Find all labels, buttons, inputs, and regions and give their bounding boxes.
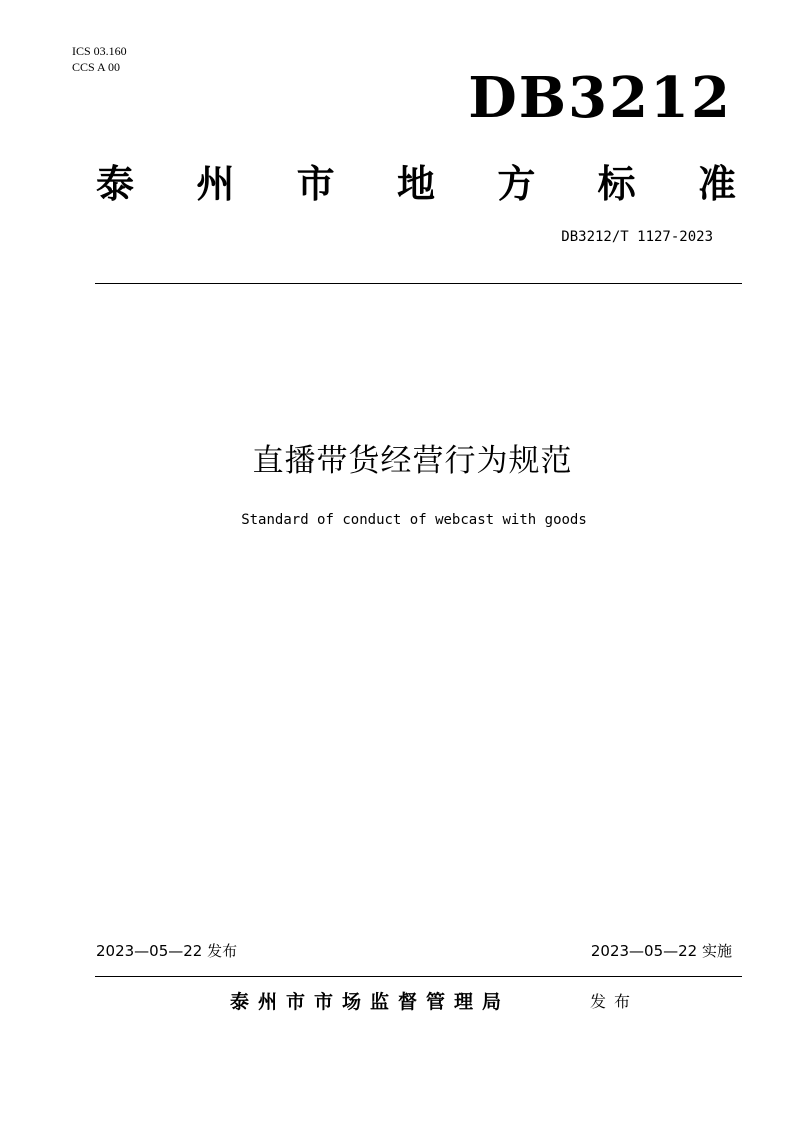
standard-number: DB3212/T 1127-2023 [561,229,713,245]
standard-type-char: 市 [296,161,335,206]
ics-code: ICS 03.160 [72,44,127,58]
issuing-authority: 泰州市市场监督管理局 [230,991,511,1013]
standard-type-char: 泰 [96,161,135,206]
document-title-english: Standard of conduct of webcast with goods [241,512,587,528]
issue-label: 发布 [590,992,639,1011]
standard-type-char: 准 [697,161,736,206]
standard-prefix-code: DB3212 [468,65,732,131]
implementation-date: 2023—05—22 实施 [590,942,732,960]
standard-type-char: 方 [497,161,536,206]
header-divider [95,283,742,284]
ccs-code: CCS A 00 [72,60,121,74]
standard-type-char: 地 [396,161,435,206]
standard-type-char: 州 [196,161,235,206]
release-date: 2023—05—22 发布 [96,942,238,960]
classification-codes [72,43,127,75]
standard-type-heading [96,160,736,208]
document-title-chinese: 直播带货经营行为规范 [252,443,573,479]
standard-type-char: 标 [597,161,636,206]
footer-divider [95,976,742,977]
